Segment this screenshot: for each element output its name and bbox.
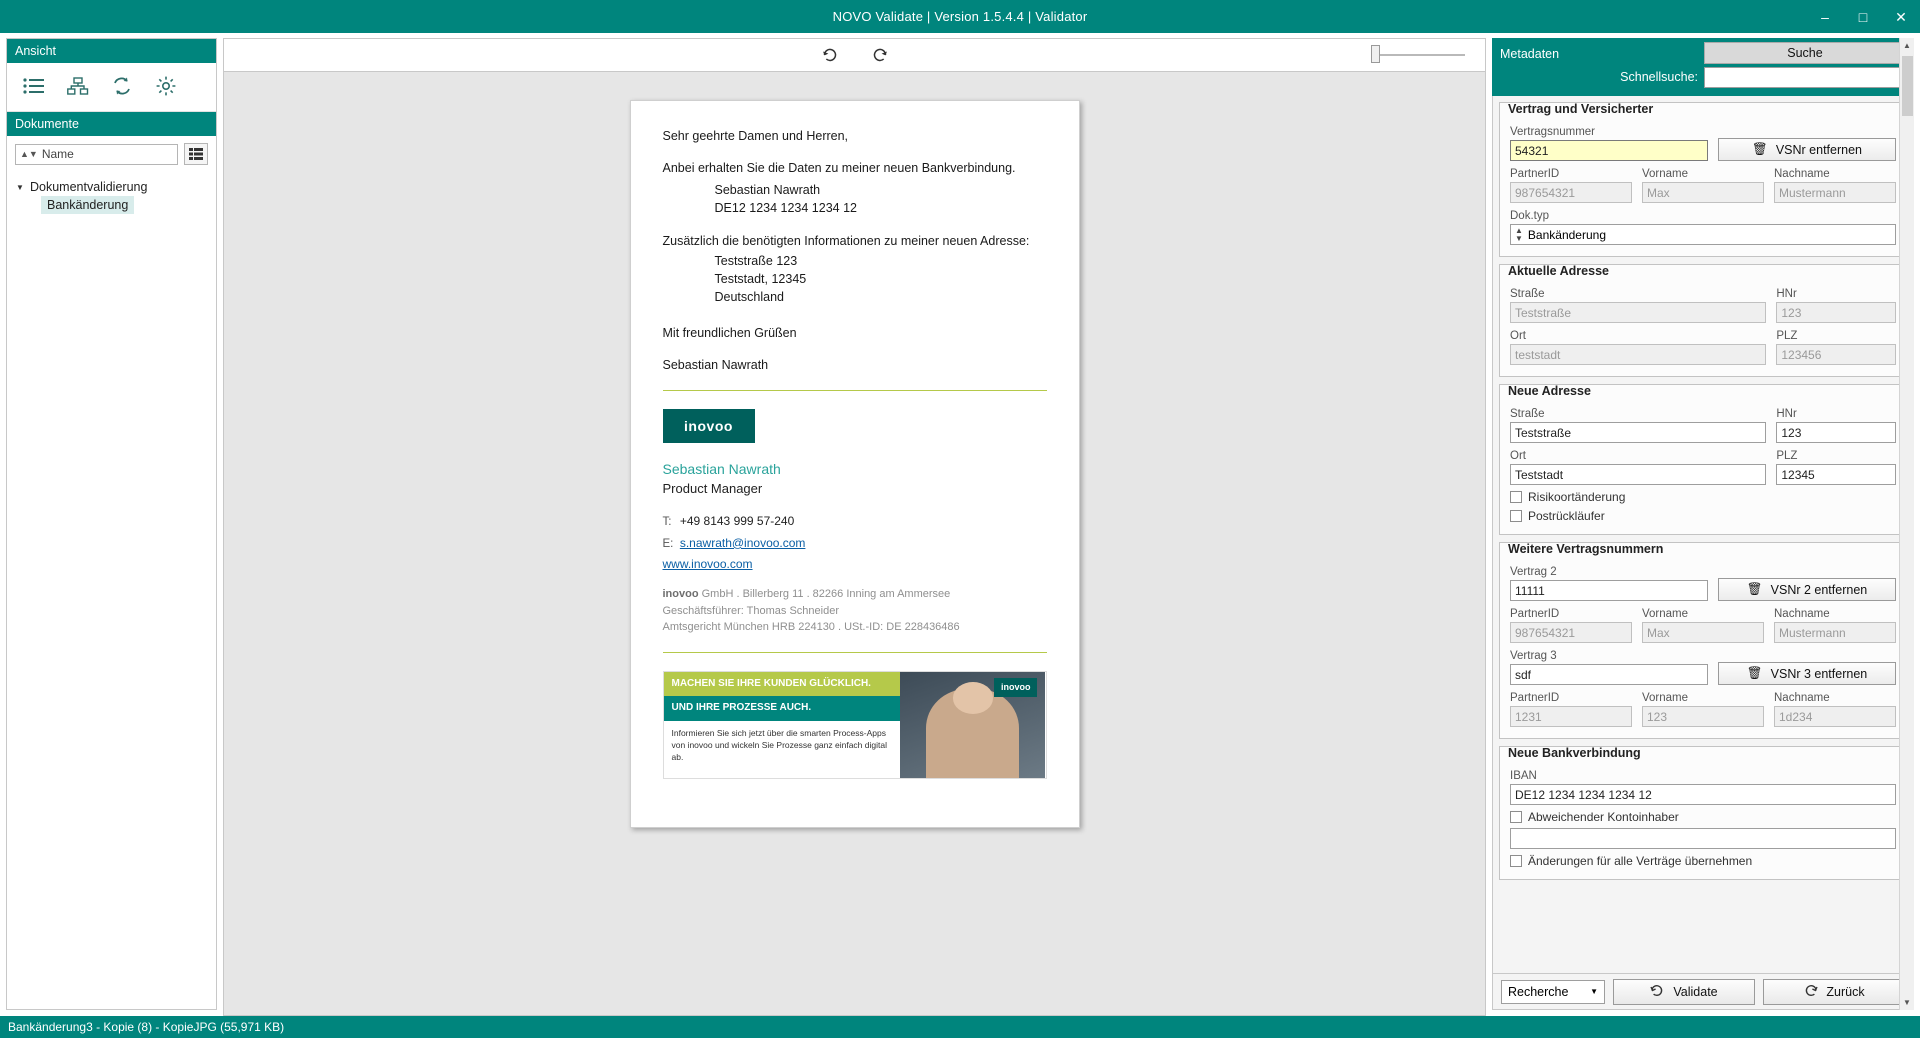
- label-risikoortaenderung: Risikoortänderung: [1528, 490, 1626, 504]
- rotate-controls: [819, 44, 891, 66]
- ad-banner-left: [664, 672, 901, 778]
- select-doktyp[interactable]: [1510, 224, 1896, 245]
- label-new-plz: PLZ: [1776, 450, 1798, 462]
- trash-icon-2: 🗑: [1746, 582, 1763, 596]
- doc-para1: Anbei erhalten Sie die Daten zu meiner neuen Bankverbindung.: [662, 161, 1016, 176]
- trash-icon-3: 🗑: [1746, 666, 1763, 680]
- label-alle-vertraege: Änderungen für alle Verträge übernehmen: [1528, 854, 1753, 868]
- zoom-control[interactable]: [1375, 54, 1465, 56]
- input-cur-plz[interactable]: 123456: [1776, 344, 1896, 365]
- quick-search-input[interactable]: [1704, 67, 1906, 88]
- ad-line-1: MACHEN SIE IHRE KUNDEN GLÜCKLICH.: [664, 672, 901, 697]
- group-bank-title: Neue Bankverbindung: [1508, 746, 1641, 760]
- website-link[interactable]: www.inovoo.com: [662, 557, 753, 572]
- main-body: [0, 33, 1920, 1016]
- email-label: E:: [662, 537, 674, 550]
- checkbox-postruecklaeufer[interactable]: [1510, 510, 1522, 522]
- select-recherche-value: Recherche: [1508, 984, 1569, 999]
- checkbox-alle-vertraege[interactable]: [1510, 855, 1522, 867]
- label-doktyp: Dok.typ: [1510, 210, 1549, 222]
- label-v2-vorname: Vorname: [1642, 608, 1689, 620]
- label-v3-nachname: Nachname: [1774, 692, 1830, 704]
- minimize-icon[interactable]: –: [1821, 8, 1829, 25]
- validate-icon: [1650, 984, 1665, 1000]
- input-v2-vorname[interactable]: Max: [1642, 622, 1764, 643]
- zoom-slider-handle[interactable]: [1371, 45, 1380, 63]
- ad-body-text: Informieren Sie sich jetzt über die smarten Process-Apps von inovoo und wickeln Sie Prozesse ganz einfach digital ab.: [671, 727, 887, 763]
- window-title: NOVO Validate | Version 1.5.4.4 | Validator: [832, 9, 1088, 24]
- remove-vsnr-3-button[interactable]: [1718, 662, 1896, 685]
- label-abweichender-kontoinhaber: Abweichender Kontoinhaber: [1528, 810, 1679, 824]
- input-v2-nachname[interactable]: Mustermann: [1774, 622, 1896, 643]
- divider-top: [663, 390, 1047, 391]
- list-icon[interactable]: [21, 73, 47, 99]
- doc-sig-name: Sebastian Nawrath: [662, 461, 781, 478]
- group-bank: [1499, 746, 1907, 880]
- remove-vsnr-2-button[interactable]: [1718, 578, 1896, 601]
- label-nachname: Nachname: [1774, 168, 1830, 180]
- validate-button[interactable]: [1613, 979, 1755, 1005]
- input-cur-ort[interactable]: teststadt: [1510, 344, 1766, 365]
- input-partnerid[interactable]: 987654321: [1510, 182, 1632, 203]
- scrollbar-thumb[interactable]: [1902, 56, 1913, 116]
- legal-address: GmbH . Billerberg 11 . 82266 Inning am Ammersee: [701, 588, 951, 601]
- label-vertrag-2: Vertrag 2: [1510, 566, 1557, 578]
- validate-label: Validate: [1673, 984, 1718, 999]
- metadata-scrollbar[interactable]: [1899, 38, 1914, 1010]
- refresh-icon[interactable]: [109, 73, 135, 99]
- window-controls: [1806, 0, 1920, 33]
- name-sort-label: Name: [41, 147, 74, 161]
- group-current-address-title: Aktuelle Adresse: [1508, 264, 1609, 278]
- checkbox-row-abweichender-kontoinhaber[interactable]: [1510, 810, 1896, 824]
- label-vertragsnummer: Vertragsnummer: [1510, 126, 1596, 138]
- metadata-title: Metadaten: [1500, 46, 1560, 61]
- inovoo-logo: inovoo: [663, 409, 755, 443]
- input-new-ort[interactable]: Teststadt: [1510, 464, 1766, 485]
- tree-item-bankaenderung[interactable]: Bankänderung: [41, 196, 134, 214]
- remove-vsnr-button[interactable]: [1718, 138, 1896, 161]
- input-vertrag-3[interactable]: sdf: [1510, 664, 1708, 685]
- rotate-left-icon[interactable]: [819, 44, 841, 66]
- doc-sig-role: Product Manager: [662, 480, 763, 496]
- tree-root-node[interactable]: [11, 178, 212, 196]
- doc-salutation: Sehr geehrte Damen und Herren,: [662, 129, 849, 143]
- label-new-hnr: HNr: [1776, 408, 1797, 420]
- label-new-ort: Ort: [1510, 450, 1526, 462]
- document-tree: [7, 172, 216, 220]
- view-panel-header: Ansicht: [7, 39, 216, 63]
- viewer-toolbar: [223, 38, 1486, 72]
- tree-root-label: Dokumentvalidierung: [30, 180, 148, 194]
- doc-addr-city: Teststadt, 12345: [714, 271, 807, 286]
- trash-icon: 🗑: [1751, 142, 1768, 156]
- ad-inovoo-logo: inovoo: [994, 678, 1038, 697]
- remove-vsnr-2-label: VSNr 2 entfernen: [1770, 582, 1868, 597]
- phone-label: T:: [662, 516, 672, 529]
- status-bar: [0, 1016, 1920, 1038]
- doc-contact-block: [663, 512, 1047, 574]
- left-panel-filler: [7, 220, 216, 1009]
- ad-line-2: UND IHRE PROZESSE AUCH.: [664, 696, 901, 721]
- document-viewer: [223, 38, 1486, 1016]
- metadata-panel: [1492, 38, 1914, 1010]
- doc-addr-country: Deutschland: [714, 289, 784, 304]
- input-account-holder[interactable]: [1510, 828, 1896, 849]
- remove-vsnr-3-label: VSNr 3 entfernen: [1770, 666, 1868, 681]
- input-vorname[interactable]: Max: [1642, 182, 1764, 203]
- ad-banner-right: [900, 672, 1045, 778]
- left-panel: [6, 38, 217, 1010]
- title-bar: [0, 0, 1920, 33]
- checkbox-row-risikoortaenderung[interactable]: [1510, 490, 1896, 504]
- maximize-icon[interactable]: □: [1858, 8, 1868, 25]
- checkbox-risikoortaenderung[interactable]: [1510, 491, 1522, 503]
- input-cur-strasse[interactable]: Teststraße: [1510, 302, 1766, 323]
- name-sort-field[interactable]: [15, 144, 178, 165]
- group-contract: [1499, 102, 1907, 257]
- scroll-down-icon[interactable]: ▼: [1903, 998, 1911, 1007]
- close-icon[interactable]: ✕: [1895, 8, 1907, 25]
- chevron-down-icon: ▼: [1590, 987, 1598, 996]
- label-v3-partnerid: PartnerID: [1510, 692, 1560, 704]
- label-v2-nachname: Nachname: [1774, 608, 1830, 620]
- group-new-address: [1499, 384, 1907, 535]
- checkbox-row-alle-vertraege[interactable]: [1510, 854, 1896, 868]
- label-cur-plz: PLZ: [1776, 330, 1798, 342]
- label-cur-ort: Ort: [1510, 330, 1526, 342]
- doc-bank-name: Sebastian Nawrath: [714, 183, 821, 198]
- doc-bank-iban: DE12 1234 1234 1234 12: [714, 201, 857, 216]
- input-v3-vorname[interactable]: 123: [1642, 706, 1764, 727]
- view-toolbar: [7, 63, 216, 112]
- doc-legal-block: [663, 586, 1047, 636]
- legal-company: inovoo: [662, 588, 699, 601]
- label-partnerid: PartnerID: [1510, 168, 1560, 180]
- group-contract-title: Vertrag und Versicherter: [1508, 102, 1654, 116]
- legal-registry: Amtsgericht München HRB 224130 . USt.-ID: DE 228436486: [662, 621, 960, 634]
- input-v3-nachname[interactable]: 1d234: [1774, 706, 1896, 727]
- input-vertragsnummer[interactable]: 54321: [1510, 140, 1708, 161]
- label-new-strasse: Straße: [1510, 408, 1545, 420]
- viewer-canvas[interactable]: [223, 72, 1486, 1016]
- input-new-hnr[interactable]: 123: [1776, 422, 1896, 443]
- undo-icon: [1803, 984, 1818, 1000]
- checkbox-abweichender-kontoinhaber[interactable]: [1510, 811, 1522, 823]
- status-text: Bankänderung3 - Kopie (8) - KopieJPG (55,971 KB): [8, 1020, 285, 1034]
- input-new-strasse[interactable]: Teststraße: [1510, 422, 1766, 443]
- metadata-action-bar: [1492, 974, 1914, 1010]
- group-new-address-title: Neue Adresse: [1508, 384, 1591, 398]
- label-iban: IBAN: [1510, 770, 1537, 782]
- label-v3-vorname: Vorname: [1642, 692, 1689, 704]
- doc-ad-banner: [663, 671, 1047, 779]
- input-v3-partnerid[interactable]: 1231: [1510, 706, 1632, 727]
- metadata-form-scroll[interactable]: [1492, 96, 1914, 974]
- document-filter-row: [7, 136, 216, 172]
- label-postruecklaeufer: Postrückläufer: [1528, 509, 1605, 523]
- rotate-right-icon[interactable]: [869, 44, 891, 66]
- input-v2-partnerid[interactable]: 987654321: [1510, 622, 1632, 643]
- group-columns-icon[interactable]: [184, 143, 208, 165]
- doc-signature: Sebastian Nawrath: [662, 358, 769, 373]
- email-link[interactable]: s.nawrath@inovoo.com: [679, 535, 806, 550]
- remove-vsnr-label: VSNr entfernen: [1775, 142, 1863, 157]
- scroll-up-icon[interactable]: ▲: [1903, 41, 1911, 50]
- chevron-down-icon[interactable]: ▼: [16, 182, 24, 192]
- select-recherche[interactable]: [1501, 980, 1605, 1004]
- metadata-header: [1492, 38, 1914, 96]
- label-cur-hnr: HNr: [1776, 288, 1797, 300]
- zurueck-label: Zurück: [1826, 984, 1865, 999]
- input-nachname[interactable]: Mustermann: [1774, 182, 1896, 203]
- divider-bottom: [663, 652, 1047, 653]
- input-cur-hnr[interactable]: 123: [1776, 302, 1896, 323]
- checkbox-row-postruecklaeufer[interactable]: [1510, 509, 1896, 523]
- group-more-contracts: [1499, 542, 1907, 739]
- phone-value: +49 8143 999 57-240: [679, 514, 795, 529]
- group-current-address: [1499, 264, 1907, 377]
- hierarchy-icon[interactable]: [65, 73, 91, 99]
- documents-panel-header: Dokumente: [7, 112, 216, 136]
- legal-ceo: Geschäftsführer: Thomas Schneider: [662, 604, 839, 617]
- input-iban[interactable]: DE12 1234 1234 1234 12: [1510, 784, 1896, 805]
- zurueck-button[interactable]: [1763, 979, 1905, 1005]
- zoom-slider[interactable]: [1375, 54, 1465, 56]
- document-page: [630, 100, 1080, 828]
- group-more-contracts-title: Weitere Vertragsnummern: [1508, 542, 1664, 556]
- label-vertrag-3: Vertrag 3: [1510, 650, 1557, 662]
- spinner-icon: ▲ ▼: [1515, 225, 1523, 243]
- search-button[interactable]: Suche: [1704, 42, 1906, 64]
- label-cur-strasse: Straße: [1510, 288, 1545, 300]
- input-vertrag-2[interactable]: 11111: [1510, 580, 1708, 601]
- input-new-plz[interactable]: 12345: [1776, 464, 1896, 485]
- select-doktyp-value: Bankänderung: [1527, 227, 1606, 242]
- label-vorname: Vorname: [1642, 168, 1689, 180]
- sort-icon: ▲▼: [20, 148, 38, 159]
- label-v2-partnerid: PartnerID: [1510, 608, 1560, 620]
- doc-para2: Zusätzlich die benötigten Informationen zu meiner neuen Adresse:: [662, 233, 1030, 248]
- doc-addr-street: Teststraße 123: [714, 253, 798, 268]
- doc-closing: Mit freundlichen Grüßen: [662, 326, 797, 340]
- quick-search-row: [1500, 67, 1906, 88]
- quick-search-label: Schnellsuche:: [1620, 70, 1698, 84]
- gear-icon[interactable]: [153, 73, 179, 99]
